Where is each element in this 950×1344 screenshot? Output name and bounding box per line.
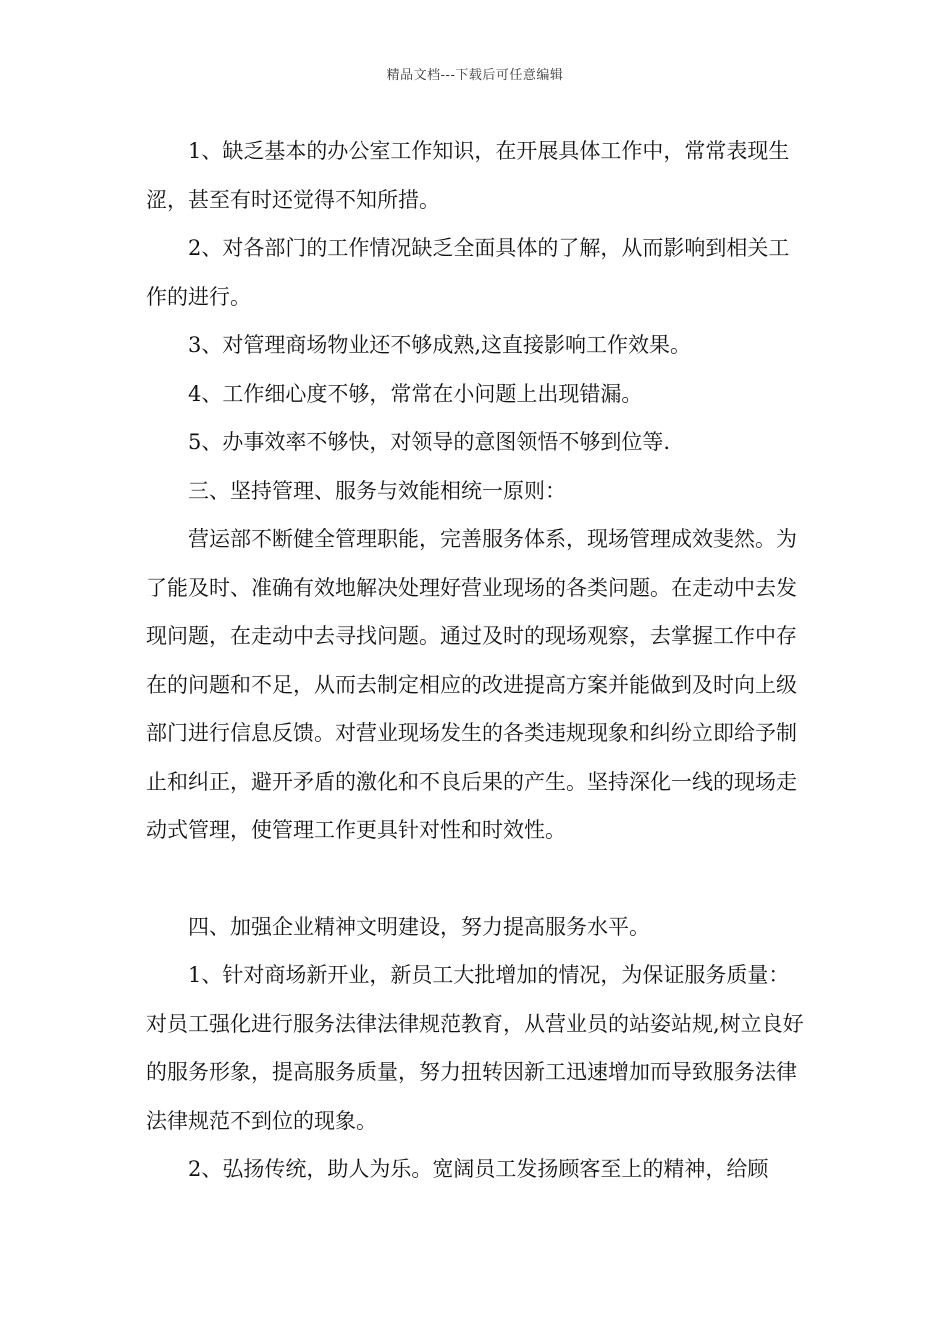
paragraph-service-2: 2、弘扬传统，助人为乐。宽阔员工发扬顾客至上的精神，给顾 [188,1157,769,1181]
page-header: 精品文档---下载后可任意编辑 [386,68,564,83]
section-heading-3: 三、坚持管理、服务与效能相统一原则： [188,478,566,503]
paragraph-shortcoming-2: 2、对各部门的工作情况缺乏全面具体的了解，从而影响到相关工作的进行。 [146,236,790,309]
paragraph-service-1: 1、针对商场新开业，新员工大批增加的情况，为保证服务质量：对员工强化进行服务法律法律规范教育，从营业员的站姿站规,树立良好的服务形象，提高服务质量，努力扭转因新工迅速增加而导致服务法律法律规范不到位的现象。 [146,963,804,1133]
paragraph-operations: 营运部不断健全管理职能，完善服务体系，现场管理成效斐然。为了能及时、准确有效地解决处理好营业现场的各类问题。在走动中去发现问题，在走动中去寻找问题。通过及时的现场观察，去掌握工作中存在的问题和不足，从而去制定相应的改进提高方案并能做到及时向上级部门进行信息反馈。对营业现场发生的各类违规现象和纠纷立即给予制止和纠正，避开矛盾的激化和不良后果的产生。坚持深化一线的现场走动式管理，使管理工作更具针对性和时效性。 [146,527,797,842]
paragraph-shortcoming-5: 5、办事效率不够快，对领导的意图领悟不够到位等. [188,430,671,454]
paragraph-shortcoming-3: 3、对管理商场物业还不够成熟,这直接影响工作效果。 [188,333,692,357]
section-heading-4: 四、加强企业精神文明建设，努力提高服务水平。 [188,914,650,939]
document-body [146,127,810,1194]
paragraph-shortcoming-4: 4、工作细心度不够，常常在小问题上出现错漏。 [188,381,643,406]
paragraph-shortcoming-1: 1、缺乏基本的办公室工作知识，在开展具体工作中，常常表现生涩，甚至有时还觉得不知所措。 [146,139,790,212]
